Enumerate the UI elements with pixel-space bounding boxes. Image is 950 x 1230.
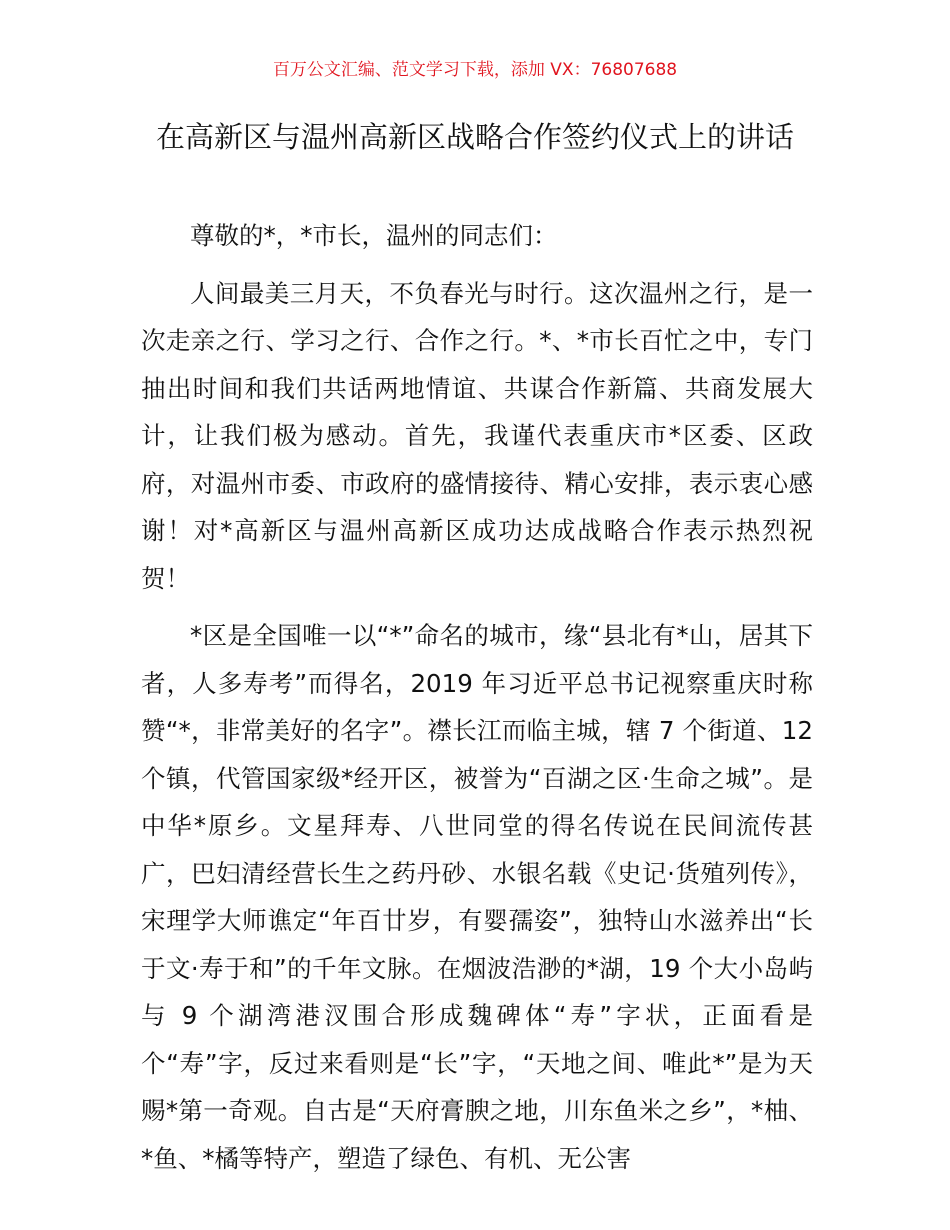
document-title: 在高新区与温州高新区战略合作签约仪式上的讲话 — [155, 120, 794, 154]
salutation: 尊敬的*，*市长，温州的同志们： — [190, 221, 558, 250]
document-body — [141, 212, 813, 1182]
paragraph-1: 人间最美三月天，不负春光与时行。这次温州之行，是一次走亲之行、学习之行、合作之行。*、*市长百忙之中，专门抽出时间和我们共话两地情谊、共谋合作新篇、共商发展大计，让我们极为感动。首先，我谨代表重庆市*区委、区政府，对温州市委、市政府的盛情接待、精心安排，表示衷心感谢！对*高新区与温州高新区成功达成战略合作表示热烈祝贺！ — [141, 278, 813, 593]
watermark-text: 百万公文汇编、范文学习下载，添加 VX：76807688 — [272, 60, 678, 80]
paragraph-2: *区是全国唯一以“*”命名的城市，缘“县北有*山，居其下者，人多寿考”而得名，2019 年习近平总书记视察重庆时称赞“*，非常美好的名字”。襟长江而临主城，辖 7 个街道、12 个镇，代管国家级*经开区，被誉为“百湖之区·生命之城”。是中华*原乡。文星拜寿、八世同堂的得名传说在民间流传甚广，巴妇清经营长生之药丹砂、水银名载《史记·货殖列传》，宋理学大师谯定“年百廿岁，有婴孺姿”，独特山水滋养出“长于文·寿于和”的千年文脉。在烟波浩渺的*湖，19 个大小岛屿与 9 个湖湾港汊围合形成魏碑体“寿”字状，正面看是个“寿”字，反过来看则是“长”字，“天地之间、唯此*”是为天赐*第一奇观。自古是“天府膏腴之地，川东鱼米之乡”，*柚、*鱼、*橘等特产，塑造了绿色、有机、无公害 — [141, 621, 813, 1173]
